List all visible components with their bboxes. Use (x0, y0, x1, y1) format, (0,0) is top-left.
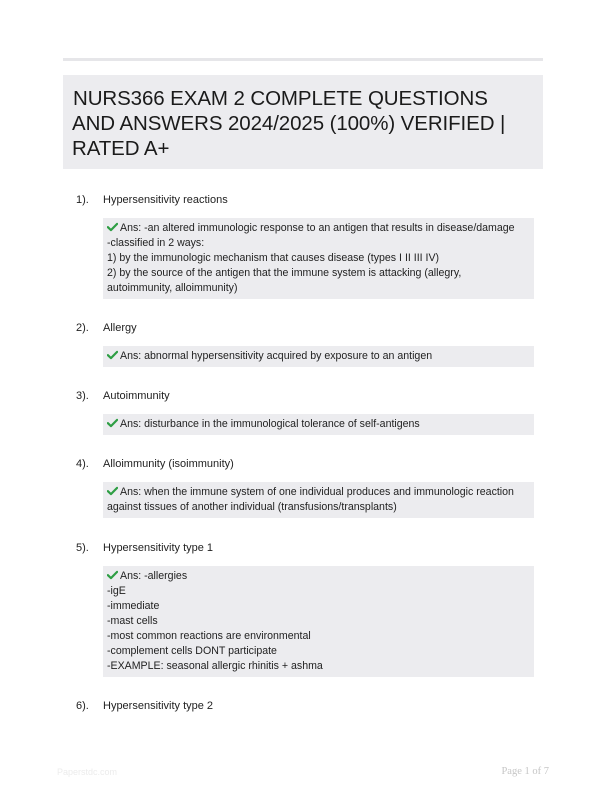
checkmark-icon (107, 570, 118, 580)
question-number: 2). (76, 322, 89, 334)
question-number: 5). (76, 542, 89, 554)
question-text: Alloimmunity (isoimmunity) (103, 458, 234, 470)
answer-line: -immediate (107, 600, 160, 612)
answer-line: -classified in 2 ways: (107, 237, 205, 249)
title-banner (63, 75, 543, 169)
answer-line: 1) by the immunologic mechanism that causes disease (types I II III IV) (107, 252, 440, 264)
answer-line: Ans: when the immune system of one individual produces and immunologic reaction (107, 485, 530, 500)
answer-line: against tissues of another individual (transfusions/transplants) (107, 501, 397, 513)
question-number: 3). (76, 390, 89, 402)
answer-box (103, 482, 534, 518)
checkmark-icon (107, 222, 118, 232)
question-number: 4). (76, 458, 89, 470)
answer-box (103, 218, 534, 299)
answer-line: -EXAMPLE: seasonal allergic rhinitis + ashma (107, 660, 323, 672)
question-text: Autoimmunity (103, 390, 170, 402)
answer-line: -most common reactions are environmental (107, 630, 311, 642)
checkmark-icon (107, 350, 118, 360)
answer-box (103, 566, 534, 677)
question-text: Allergy (103, 322, 137, 334)
question-text: Hypersensitivity type 2 (103, 700, 214, 712)
question-number: 1). (76, 194, 89, 206)
answer-line: Ans: -an altered immunologic response to an antigen that results in disease/damage (107, 221, 530, 236)
answer-line: Ans: -allergies (107, 569, 530, 584)
top-divider (63, 58, 543, 61)
answer-line: -mast cells (107, 615, 158, 627)
checkmark-icon (107, 486, 118, 496)
question-text: Hypersensitivity type 1 (103, 542, 214, 554)
checkmark-icon (107, 418, 118, 428)
answer-line: 2) by the source of the antigen that the immune system is attacking (allegry, (107, 267, 462, 279)
answer-line: Ans: abnormal hypersensitivity acquired by exposure to an antigen (107, 349, 530, 364)
page-number: Page 1 of 7 (501, 766, 549, 777)
answer-line: Ans: disturbance in the immunological tolerance of self-antigens (107, 417, 530, 432)
answer-line: -igE (107, 585, 126, 597)
answer-line: autoimmunity, alloimmunity) (107, 282, 238, 294)
document-title: NURS366 EXAM 2 COMPLETE QUESTIONS AND ANSWERS 2024/2025 (100%) VERIFIED | RATED A+ (72, 87, 506, 160)
question-number: 6). (76, 700, 89, 712)
answer-line: -complement cells DONT participate (107, 645, 277, 657)
answer-box (103, 346, 534, 367)
question-text: Hypersensitivity reactions (103, 194, 228, 206)
footer-watermark: Paperstdc.com (57, 767, 118, 777)
answer-box (103, 414, 534, 435)
